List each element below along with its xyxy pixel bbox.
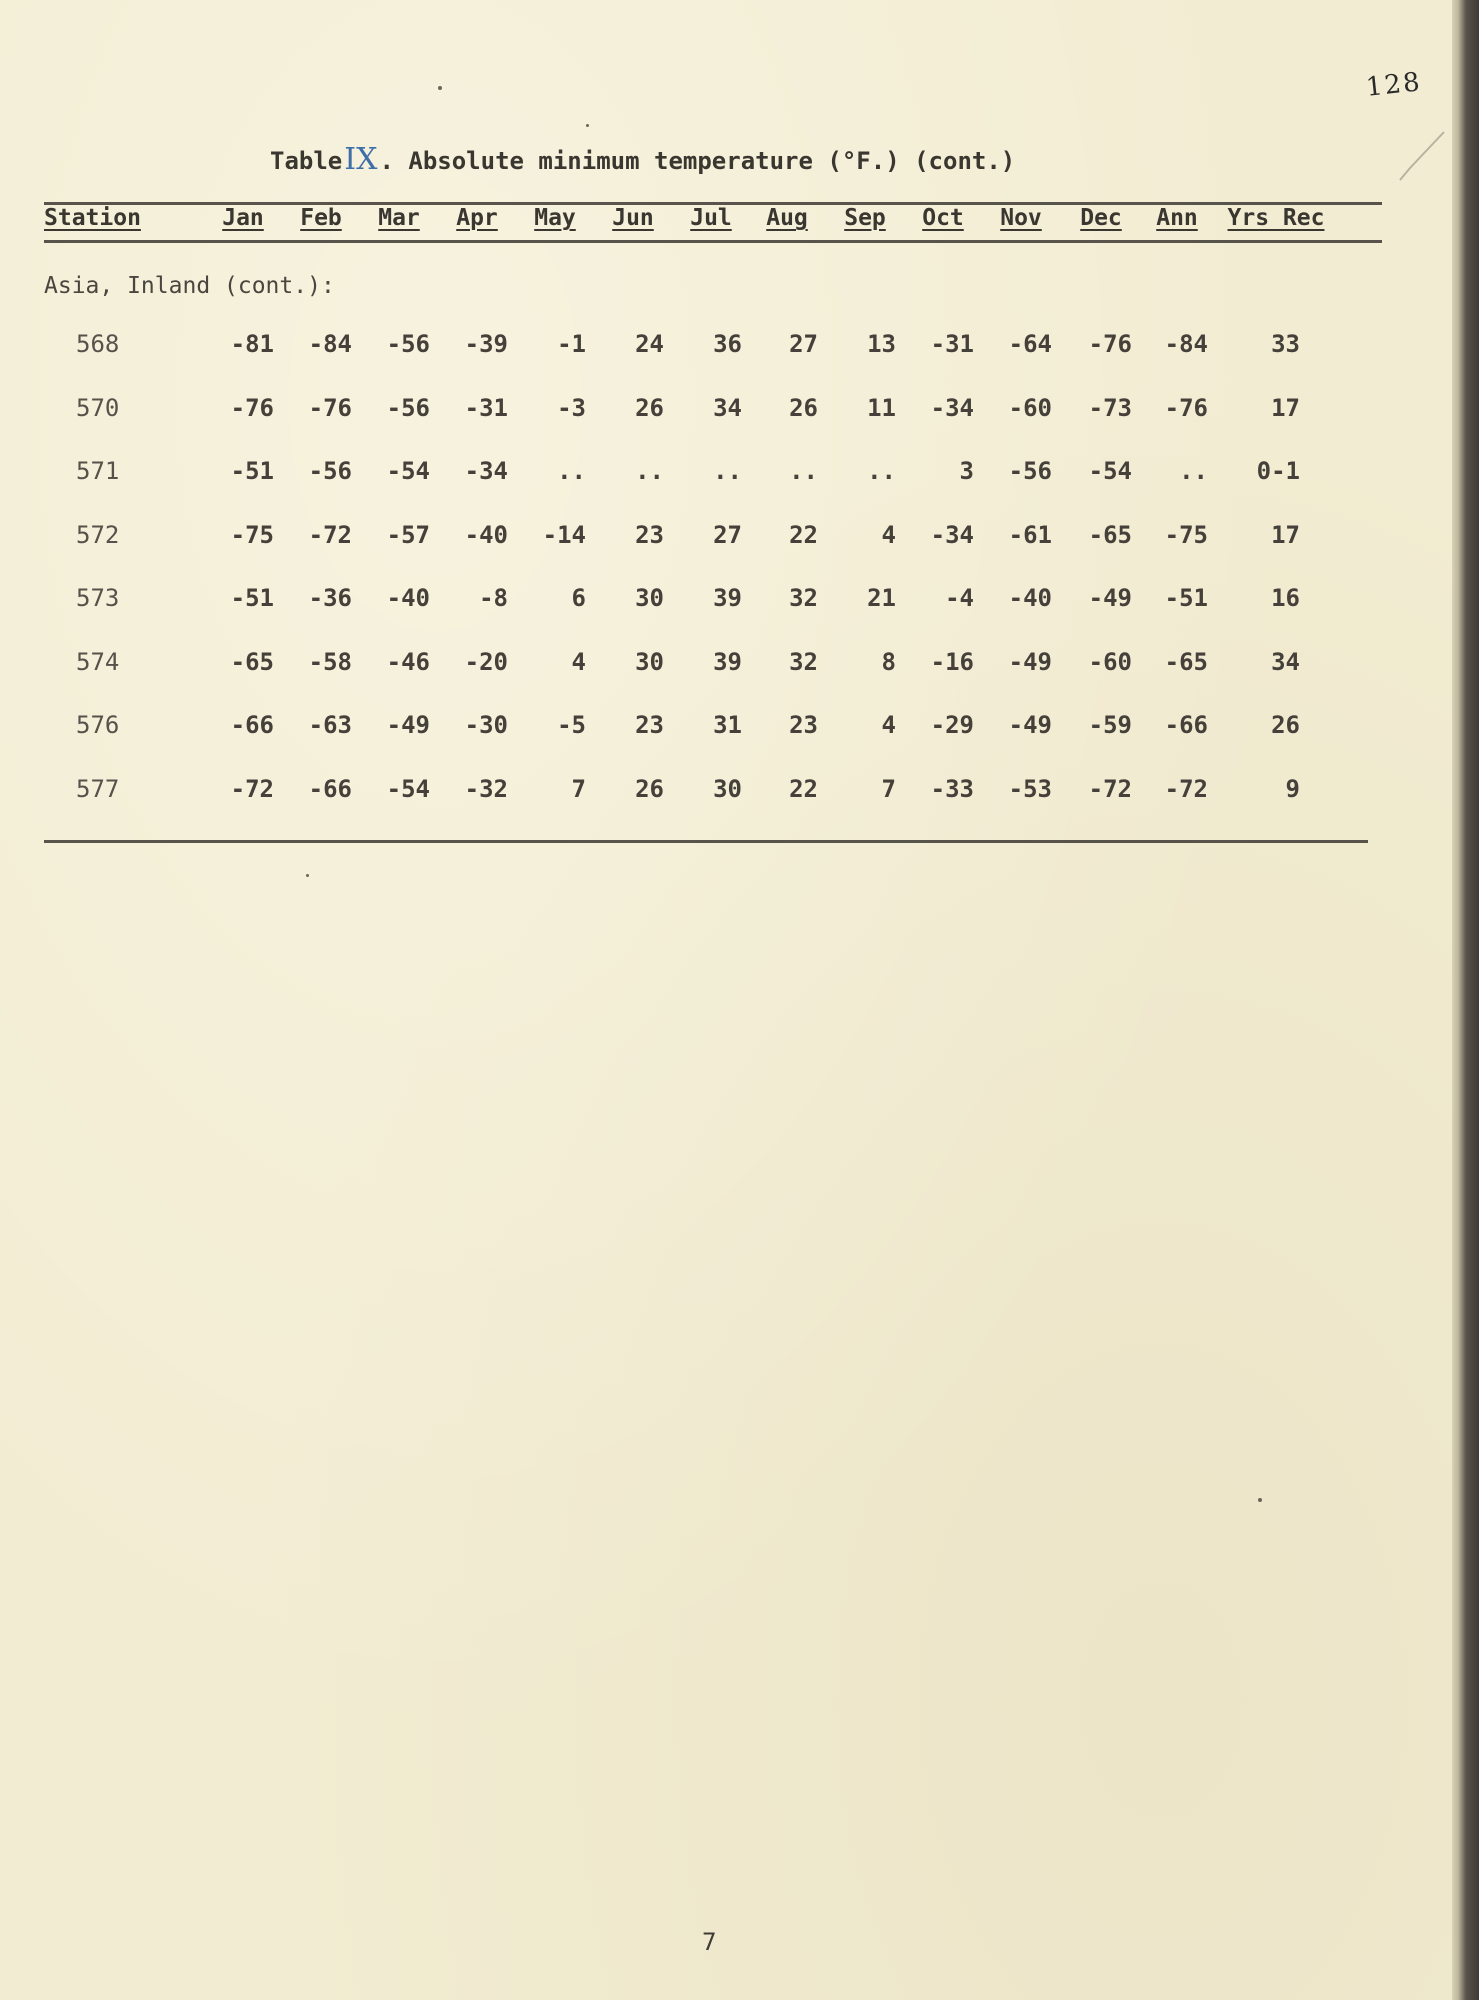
table-cell: -8 (479, 584, 508, 612)
table-cell: -76 (308, 394, 352, 422)
table-cell: -84 (1164, 330, 1208, 358)
table-cell: 33 (1271, 330, 1300, 358)
table-cell: 4 (881, 711, 896, 739)
table-cell: 27 (713, 521, 742, 549)
table-cell: 26 (635, 775, 664, 803)
station-id-cell: 572 (76, 521, 120, 549)
pencil-check-mark (1398, 128, 1448, 188)
column-header: May (534, 205, 576, 231)
table-cell: .. (713, 457, 742, 485)
station-id-cell: 570 (76, 394, 120, 422)
table-cell: -76 (1088, 330, 1132, 358)
table-cell: -40 (464, 521, 508, 549)
table-cell: -31 (930, 330, 974, 358)
table-cell: .. (557, 457, 586, 485)
table-cell: -72 (308, 521, 352, 549)
station-id-cell: 571 (76, 457, 120, 485)
table-cell: -56 (386, 394, 430, 422)
table-bottom-rule (44, 840, 1368, 843)
table-cell: -61 (1008, 521, 1052, 549)
table-cell: -51 (1164, 584, 1208, 612)
table-cell: -66 (1164, 711, 1208, 739)
table-cell: 17 (1271, 521, 1300, 549)
table-cell: -40 (1008, 584, 1052, 612)
column-header: Mar (378, 205, 420, 231)
table-cell: -76 (1164, 394, 1208, 422)
table-cell: -34 (930, 394, 974, 422)
table-cell: 31 (713, 711, 742, 739)
table-cell: -72 (1088, 775, 1132, 803)
scan-edge (1452, 0, 1479, 2000)
column-header: Sep (844, 205, 886, 231)
table-title-prefix: Table (270, 147, 343, 175)
table-cell: -66 (308, 775, 352, 803)
table-cell: -84 (308, 330, 352, 358)
table-cell: -65 (1088, 521, 1132, 549)
table-cell: 21 (867, 584, 896, 612)
column-header: Jun (612, 205, 654, 231)
table-cell: 17 (1271, 394, 1300, 422)
table-cell: -51 (230, 584, 274, 612)
table-cell: -58 (308, 648, 352, 676)
table-cell: -66 (230, 711, 274, 739)
table-cell: -54 (386, 457, 430, 485)
column-header: Yrs Rec (1227, 205, 1325, 231)
column-header: Station (44, 205, 141, 231)
table-cell: -65 (230, 648, 274, 676)
table-title-text: . Absolute minimum temperature (°F.) (cont.) (379, 147, 1016, 175)
column-header: Jul (690, 205, 732, 231)
table-cell: 23 (789, 711, 818, 739)
table-cell: 30 (635, 648, 664, 676)
station-id-cell: 573 (76, 584, 120, 612)
table-cell: 23 (635, 711, 664, 739)
section-label: Asia, Inland (cont.): (44, 273, 335, 299)
table-cell: -34 (464, 457, 508, 485)
table-cell: -3 (557, 394, 586, 422)
table-cell: -39 (464, 330, 508, 358)
table-cell: 7 (571, 775, 586, 803)
table-cell: -64 (1008, 330, 1052, 358)
footer-page-number: 7 (702, 1928, 717, 1956)
table-cell: 13 (867, 330, 896, 358)
table-cell: 11 (867, 394, 896, 422)
table-cell: -56 (386, 330, 430, 358)
table-cell: 9 (1285, 775, 1300, 803)
table-cell: -72 (230, 775, 274, 803)
table-cell: -5 (557, 711, 586, 739)
table-cell: 26 (635, 394, 664, 422)
table-cell: -63 (308, 711, 352, 739)
table-cell: -81 (230, 330, 274, 358)
table-cell: -40 (386, 584, 430, 612)
station-id-cell: 568 (76, 330, 120, 358)
table-cell: -33 (930, 775, 974, 803)
table-cell: 8 (881, 648, 896, 676)
table-cell: .. (867, 457, 896, 485)
table-cell: -49 (1008, 711, 1052, 739)
table-cell: -65 (1164, 648, 1208, 676)
table-cell: 27 (789, 330, 818, 358)
table-cell: 6 (571, 584, 586, 612)
table-cell: 30 (713, 775, 742, 803)
table-cell: -72 (1164, 775, 1208, 803)
table-cell: 24 (635, 330, 664, 358)
table-cell: 7 (881, 775, 896, 803)
table-cell: -14 (542, 521, 586, 549)
handwritten-page-number: 128 (1364, 67, 1424, 103)
table-number-roman: IX (344, 142, 378, 177)
column-header: Dec (1080, 205, 1122, 231)
column-header: Jan (222, 205, 264, 231)
table-cell: -30 (464, 711, 508, 739)
header-bottom-rule (44, 240, 1382, 243)
paper-speck (1258, 1498, 1262, 1502)
table-cell: -36 (308, 584, 352, 612)
table-cell: 30 (635, 584, 664, 612)
table-cell: -73 (1088, 394, 1132, 422)
table-cell: -59 (1088, 711, 1132, 739)
table-cell: 0-1 (1256, 457, 1300, 485)
table-cell: -56 (308, 457, 352, 485)
table-title (270, 142, 1015, 177)
table-cell: 22 (789, 521, 818, 549)
column-header: Apr (456, 205, 498, 231)
table-cell: 26 (789, 394, 818, 422)
table-cell: .. (635, 457, 664, 485)
table-cell: -31 (464, 394, 508, 422)
table-cell: .. (1179, 457, 1208, 485)
table-cell: -49 (1008, 648, 1052, 676)
table-cell: 36 (713, 330, 742, 358)
paper-speck (586, 124, 589, 127)
table-cell: -57 (386, 521, 430, 549)
paper-speck (306, 874, 309, 877)
table-cell: -60 (1008, 394, 1052, 422)
paper-speck (438, 86, 442, 90)
column-header: Aug (766, 205, 808, 231)
table-cell: -75 (1164, 521, 1208, 549)
table-cell: 32 (789, 584, 818, 612)
table-cell: -76 (230, 394, 274, 422)
table-cell: -49 (1088, 584, 1132, 612)
station-id-cell: 576 (76, 711, 120, 739)
table-cell: -34 (930, 521, 974, 549)
table-cell: -49 (386, 711, 430, 739)
table-cell: -29 (930, 711, 974, 739)
table-cell: 32 (789, 648, 818, 676)
table-cell: 34 (1271, 648, 1300, 676)
table-cell: -20 (464, 648, 508, 676)
table-cell: -53 (1008, 775, 1052, 803)
column-header: Nov (1000, 205, 1042, 231)
table-cell: 16 (1271, 584, 1300, 612)
table-cell: 3 (959, 457, 974, 485)
table-cell: -4 (945, 584, 974, 612)
table-cell: 4 (571, 648, 586, 676)
table-cell: -60 (1088, 648, 1132, 676)
table-cell: -46 (386, 648, 430, 676)
column-header: Feb (300, 205, 342, 231)
table-cell: -32 (464, 775, 508, 803)
table-cell: -54 (1088, 457, 1132, 485)
table-cell: .. (789, 457, 818, 485)
table-cell: -56 (1008, 457, 1052, 485)
table-cell: 39 (713, 648, 742, 676)
table-cell: 34 (713, 394, 742, 422)
table-cell: 23 (635, 521, 664, 549)
table-cell: -54 (386, 775, 430, 803)
table-cell: -1 (557, 330, 586, 358)
table-cell: -16 (930, 648, 974, 676)
table-cell: 4 (881, 521, 896, 549)
table-cell: 26 (1271, 711, 1300, 739)
station-id-cell: 577 (76, 775, 120, 803)
table-cell: 22 (789, 775, 818, 803)
column-header: Oct (922, 205, 964, 231)
table-cell: -75 (230, 521, 274, 549)
column-header: Ann (1156, 205, 1198, 231)
station-id-cell: 574 (76, 648, 120, 676)
table-cell: 39 (713, 584, 742, 612)
table-cell: -51 (230, 457, 274, 485)
